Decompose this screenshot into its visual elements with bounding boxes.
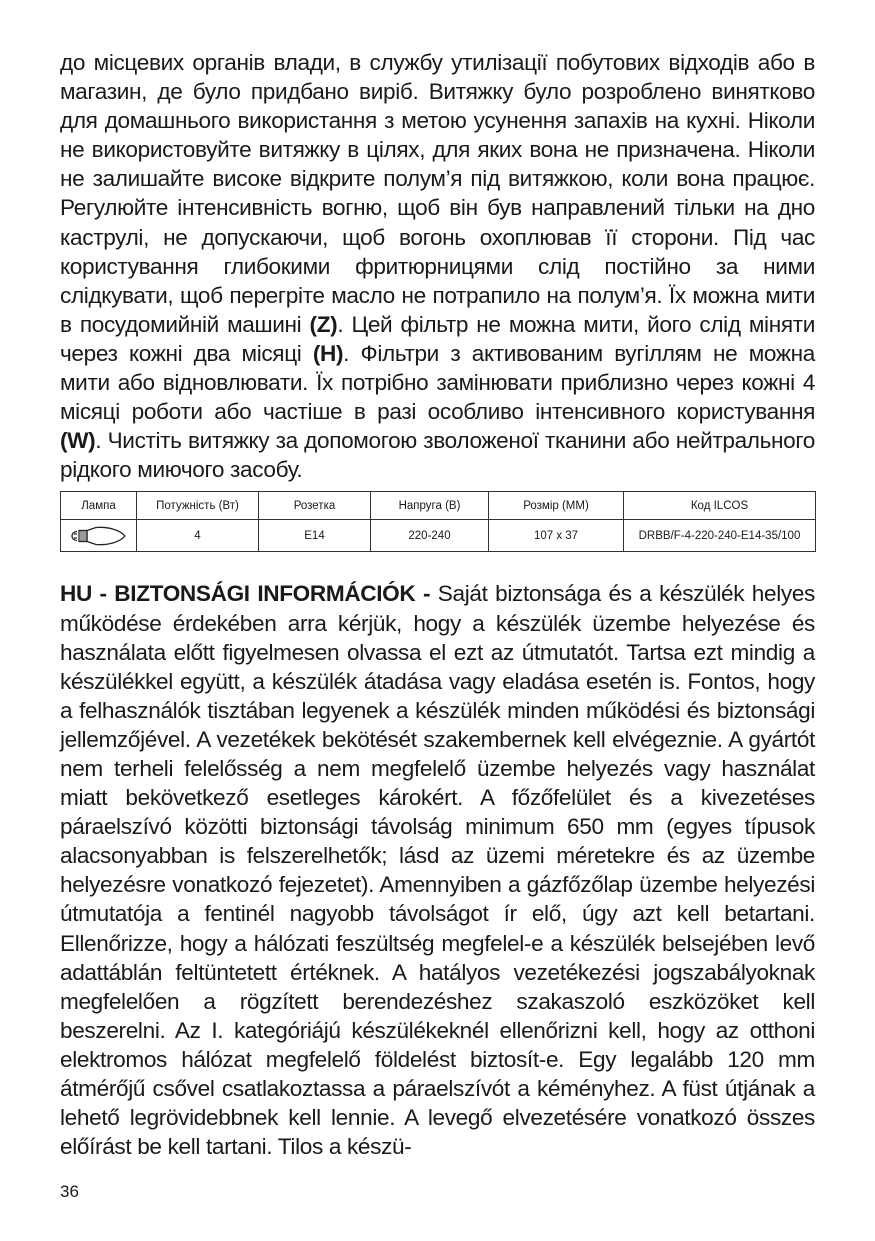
ua-ref-w: (W) (60, 428, 96, 454)
cell-socket: E14 (259, 520, 371, 552)
cell-lamp (61, 520, 137, 552)
lamp-spec-table (60, 491, 816, 552)
cell-voltage: 220-240 (371, 520, 489, 552)
header-power: Потужність (Вт) (137, 492, 259, 520)
lamp-bulb-icon (68, 525, 130, 547)
ua-text-part-4: . Чистіть витяжку за допомогою зволоженої тканини або нейтрального рідкого миючого засобу. (60, 428, 815, 483)
header-ilcos: Код ILCOS (624, 492, 816, 520)
table-header-row (61, 492, 816, 520)
cell-size: 107 x 37 (489, 520, 624, 552)
ua-text-part-2: . Цей фільтр не можна мити, його слід міняти через кожні два місяці (60, 311, 815, 366)
cell-power: 4 (137, 520, 259, 552)
cell-ilcos: DRBB/F-4-220-240-E14-35/100 (624, 520, 816, 552)
hu-safety-paragraph (60, 579, 815, 1161)
table-row (61, 520, 816, 552)
header-size: Розмір (ММ) (489, 492, 624, 520)
ua-ref-h: (H) (312, 340, 344, 366)
hu-section-body: Saját biztonsága és a készülék helyes működése érdekében arra kérjük, hogy a készülék üzembe helyezése és használata előtt figyelmesen olvassa el ezt az útmutatót. Tartsa ezt mindig a készülékkel együtt, a készülék átadása vagy eladása esetén is. Fontos, hogy a felhasználók tisztában legyenek a készülék minden működési és biztonsági jellemzőjével. A vezetékek bekötését szakembernek kell elvégeznie. A gyártót nem terheli felelősség a nem megfelelő üzembe helyezés vagy használat miatt bekövetkező esetleges károkért. A főzőfelület és a kivezetéses páraelszívó közötti biztonsági távolság minimum 650 mm (egyes típusok alacsonyabban is felszerelhetők; lásd az üzemi méretekre és az üzembe helyezésre vonatkozó fejezetet). Amennyiben a gázfőzőlap üzembe helyezési útmutatója a fentinél nagyobb távolságot ír elő, úgy azt kell betartani. Ellenőrizze, hogy a hálózati feszültség megfelel-e a készülék belsejében levő adattáblán feltüntetett értéknek. A hatályos vezetékezési jogszabályoknak megfelelően a rögzített berendezéshez szakaszoló eszközöket kell beszerelni. Az I. kategóriájú készülékeknél ellenőrizni kell, hogy az otthoni elektromos hálózat megfelelő földelést biztosít-e. Egy legalább 120 mm átmérőjű csővel csatlakoztassa a páraelszívót a kéményhez. A füst útjának a lehető legrövidebbnek kell lennie. A levegő elvezetésére vonatkozó összes előírást be kell tartani. Tilos a készü- (60, 581, 815, 1160)
document-page (60, 48, 815, 1161)
ua-safety-paragraph (60, 48, 815, 484)
header-lamp: Лампа (61, 492, 137, 520)
ua-ref-z: (Z) (309, 311, 338, 337)
header-socket: Розетка (259, 492, 371, 520)
page-number: 36 (60, 1182, 79, 1201)
ua-text-part-1: до місцевих органів влади, в службу утилізації побутових відходів або в магазин, де було придбано виріб. Витяжку було розроблено винятково для домашнього використання з метою усунення запахів на кухні. Ніколи не використовуйте витяжку в цілях, для яких вона не призначена. Ніколи не залишайте високе відкрите полум’я під витяжкою, коли вона працює. Регулюйте інтенсивність вогню, щоб він був направлений тільки на дно каструлі, не допускаючи, щоб вогонь охоплював її сторони. Під час користування глибокими фритюрницями слід постійно за ними слідкувати, щоб перегріте масло не потрапило на полум’я. Їх можна мити в посудомийній машині (60, 50, 815, 337)
header-voltage: Напруга (В) (371, 492, 489, 520)
ua-text-part-3: . Фільтри з активованим вугіллям не можна мити або відновлювати. Їх потрібно замінювати приблизно через кожні 4 місяці роботи або частіше в разі особливо інтенсивного користування (60, 340, 815, 425)
hu-section-heading: HU - BIZTONSÁGI INFORMÁCIÓK - (60, 581, 438, 607)
